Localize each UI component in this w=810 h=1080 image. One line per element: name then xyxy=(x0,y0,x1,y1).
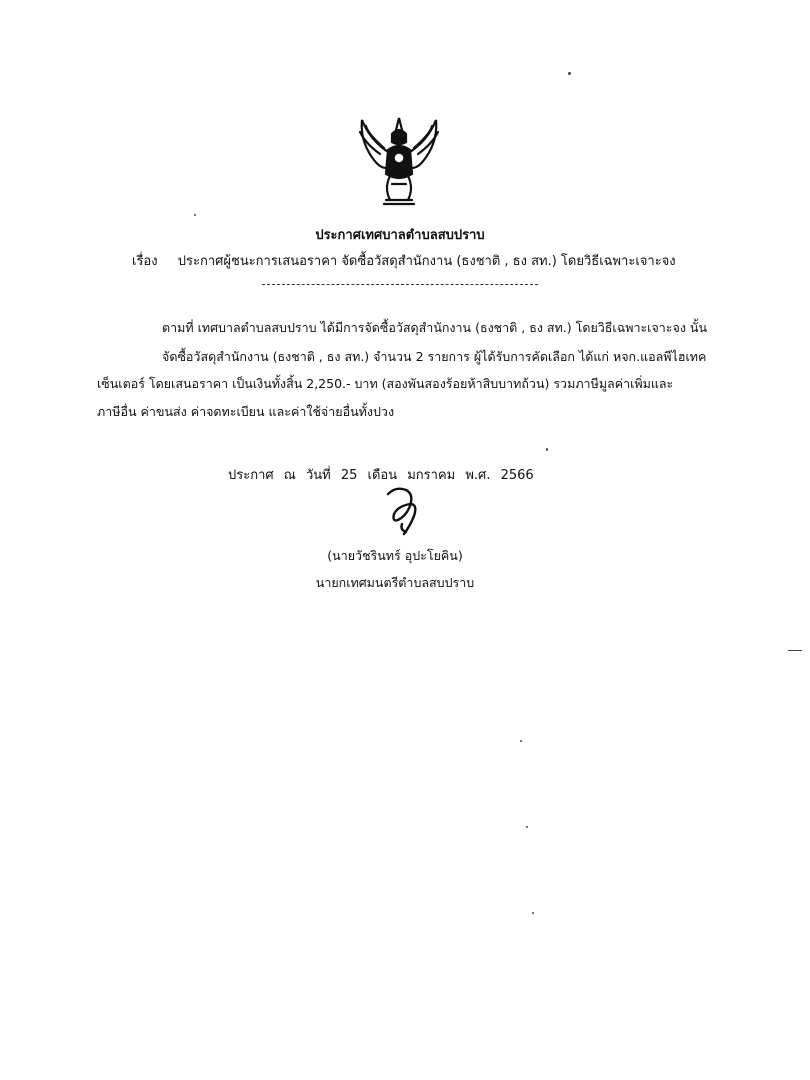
announcement-date: ประกาศ ณ วันที่ 25 เดือน มกราคม พ.ศ. 2566 xyxy=(228,468,534,483)
subject-label: เรื่อง xyxy=(132,254,158,269)
scan-speck xyxy=(526,826,528,828)
scan-speck xyxy=(788,650,802,651)
body-line: เซ็นเตอร์ โดยเสนอราคา เป็นเงินทั้งสิ้น 2,250.- บาท (สองพันสองร้อยห้าสิบบาทถ้วน) รวมภาษีมูลค่าเพิ่มและ xyxy=(97,376,674,391)
scan-speck xyxy=(532,912,534,914)
subject-text: ประกาศผู้ชนะการเสนอราคา จัดซื้อวัสดุสำนักงาน (ธงชาติ , ธง สท.) โดยวิธีเฉพาะเจาะจง xyxy=(177,254,676,269)
scan-speck xyxy=(568,72,571,75)
body-line: ภาษีอื่น ค่าขนส่ง ค่าจดทะเบียน และค่าใช้จ่ายอื่นทั้งปวง xyxy=(97,404,395,419)
scan-speck xyxy=(546,448,548,451)
body-line: จัดซื้อวัสดุสำนักงาน (ธงชาติ , ธง สท.) จำนวน 2 รายการ ผู้ได้รับการคัดเลือก ได้แก่ หจก.แอลพีไฮเทค xyxy=(162,349,707,364)
announcement-title: ประกาศเทศบาลตำบลสบปราบ xyxy=(315,228,485,243)
handwritten-signature xyxy=(380,484,424,538)
divider-line xyxy=(262,284,538,285)
body-line: ตามที่ เทศบาลตำบลสบปราบ ได้มีการจัดซื้อวัสดุสำนักงาน (ธงชาติ , ธง สท.) โดยวิธีเฉพาะเจาะจง นั้น xyxy=(162,320,708,335)
scan-speck xyxy=(194,214,196,216)
subject-line xyxy=(132,250,676,271)
scan-speck xyxy=(520,740,522,742)
signer-name: (นายวัชรินทร์ อุปะโยคิน) xyxy=(327,548,463,563)
signer-position: นายกเทศมนตรีตำบลสบปราบ xyxy=(315,575,475,590)
garuda-emblem-icon xyxy=(350,112,448,212)
